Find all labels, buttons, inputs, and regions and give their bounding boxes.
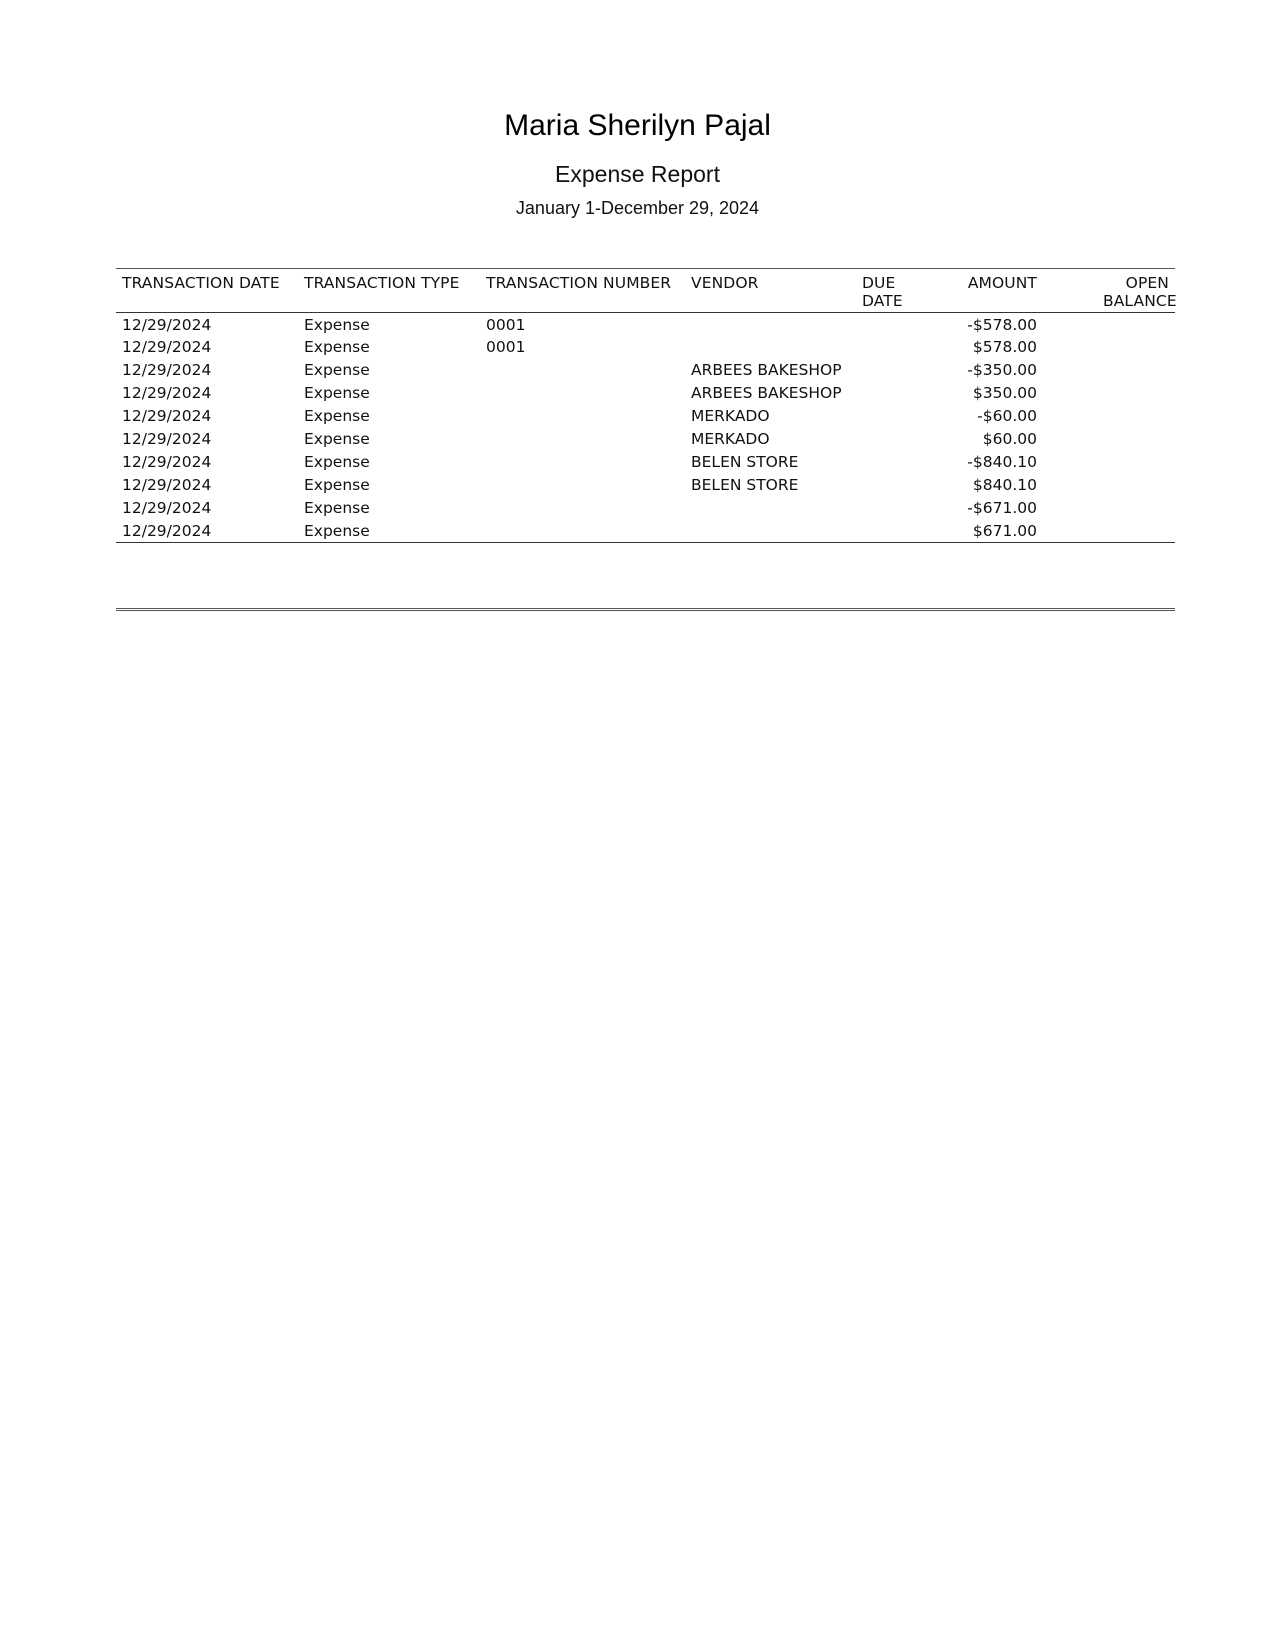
- cell-vendor: ARBEES BAKESHOP: [691, 383, 842, 402]
- cell-amount: -$671.00: [967, 498, 1037, 517]
- expense-report-table: [116, 268, 1175, 543]
- table-header: [116, 269, 1175, 313]
- cell-transaction-type: Expense: [304, 406, 370, 425]
- report-table-container: [116, 268, 1175, 543]
- cell-transaction-type: Expense: [304, 475, 370, 494]
- cell-amount: -$350.00: [967, 360, 1037, 379]
- report-footer-rule: [116, 608, 1175, 611]
- cell-open-balance: [1043, 428, 1175, 451]
- cell-vendor: [685, 520, 856, 543]
- cell-open-balance: [1043, 405, 1175, 428]
- cell-transaction-type: Expense: [304, 316, 370, 334]
- cell-amount: $60.00: [982, 429, 1037, 448]
- table-row: [116, 451, 1175, 474]
- column-header-vendor[interactable]: VENDOR: [685, 269, 856, 313]
- cell-transaction-date: 12/29/2024: [122, 316, 212, 334]
- cell-due-date: [856, 451, 916, 474]
- cell-vendor: [685, 497, 856, 520]
- cell-transaction-date: 12/29/2024: [122, 383, 212, 402]
- cell-transaction-type: Expense: [298, 520, 480, 543]
- cell-transaction-date: 12/29/2024: [122, 498, 212, 517]
- cell-open-balance: [1043, 359, 1175, 382]
- table-row: [116, 497, 1175, 520]
- cell-open-balance: [1043, 336, 1175, 359]
- cell-open-balance: [1043, 382, 1175, 405]
- cell-transaction-type: Expense: [304, 337, 370, 356]
- cell-transaction-type: Expense: [304, 383, 370, 402]
- company-name: Maria Sherilyn Pajal: [504, 109, 771, 142]
- cell-open-balance: [1043, 497, 1175, 520]
- table-row: [116, 474, 1175, 497]
- cell-due-date: [856, 405, 916, 428]
- cell-open-balance: [1043, 451, 1175, 474]
- column-header-transaction-type[interactable]: TRANSACTION TYPE: [298, 269, 480, 313]
- cell-open-balance: [1043, 520, 1175, 543]
- cell-amount: $350.00: [972, 383, 1037, 402]
- cell-transaction-date: 12/29/2024: [122, 360, 212, 379]
- header-row: [116, 269, 1175, 313]
- cell-due-date: [856, 336, 916, 359]
- cell-vendor: [685, 313, 856, 336]
- table-body: [116, 313, 1175, 543]
- column-header-transaction-number[interactable]: TRANSACTION NUMBER: [480, 269, 685, 313]
- column-header-due-date[interactable]: DUE DATE: [856, 269, 916, 313]
- cell-transaction-date: 12/29/2024: [116, 520, 298, 543]
- cell-amount: $840.10: [972, 475, 1037, 494]
- cell-amount: -$578.00: [967, 316, 1037, 334]
- table-row: [116, 520, 1175, 543]
- table-row: [116, 336, 1175, 359]
- cell-vendor: BELEN STORE: [691, 452, 799, 471]
- table-row: [116, 313, 1175, 336]
- cell-due-date: [856, 313, 916, 336]
- table-row: [116, 405, 1175, 428]
- cell-vendor: [685, 336, 856, 359]
- cell-transaction-type: Expense: [304, 429, 370, 448]
- cell-transaction-number: 0001: [486, 316, 526, 334]
- cell-transaction-type: Expense: [304, 360, 370, 379]
- cell-open-balance: [1043, 474, 1175, 497]
- cell-due-date: [856, 428, 916, 451]
- report-title: Expense Report: [555, 161, 720, 187]
- cell-due-date: [856, 474, 916, 497]
- cell-amount: -$840.10: [967, 452, 1037, 471]
- column-header-open-balance[interactable]: OPEN BALANCE: [1043, 269, 1175, 313]
- cell-vendor: ARBEES BAKESHOP: [691, 360, 842, 379]
- cell-open-balance: [1043, 313, 1175, 336]
- cell-amount: -$60.00: [977, 406, 1037, 425]
- cell-transaction-date: 12/29/2024: [122, 337, 212, 356]
- cell-due-date: [856, 497, 916, 520]
- table-row: [116, 428, 1175, 451]
- cell-vendor: MERKADO: [691, 406, 770, 425]
- cell-transaction-number: [480, 428, 685, 451]
- cell-due-date: [856, 382, 916, 405]
- cell-transaction-date: 12/29/2024: [122, 406, 212, 425]
- cell-due-date: [856, 520, 916, 543]
- cell-transaction-date: 12/29/2024: [122, 429, 212, 448]
- report-period: January 1-December 29, 2024: [515, 198, 760, 218]
- cell-amount: $671.00: [916, 520, 1043, 543]
- cell-transaction-number: [480, 405, 685, 428]
- cell-transaction-number: [480, 359, 685, 382]
- column-header-transaction-date[interactable]: TRANSACTION DATE: [116, 269, 298, 313]
- cell-transaction-number: [480, 474, 685, 497]
- cell-transaction-number: [480, 520, 685, 543]
- cell-transaction-number: [480, 451, 685, 474]
- table-row: [116, 382, 1175, 405]
- cell-due-date: [856, 359, 916, 382]
- column-header-amount[interactable]: AMOUNT: [916, 269, 1043, 313]
- cell-transaction-number: 0001: [486, 337, 526, 356]
- cell-transaction-type: Expense: [304, 452, 370, 471]
- cell-transaction-number: [480, 497, 685, 520]
- cell-transaction-date: 12/29/2024: [122, 475, 212, 494]
- cell-vendor: MERKADO: [691, 429, 770, 448]
- cell-transaction-type: Expense: [304, 498, 370, 517]
- table-row: [116, 359, 1175, 382]
- cell-vendor: BELEN STORE: [691, 475, 799, 494]
- cell-transaction-number: [480, 382, 685, 405]
- cell-transaction-date: 12/29/2024: [122, 452, 212, 471]
- cell-amount: $578.00: [972, 337, 1037, 356]
